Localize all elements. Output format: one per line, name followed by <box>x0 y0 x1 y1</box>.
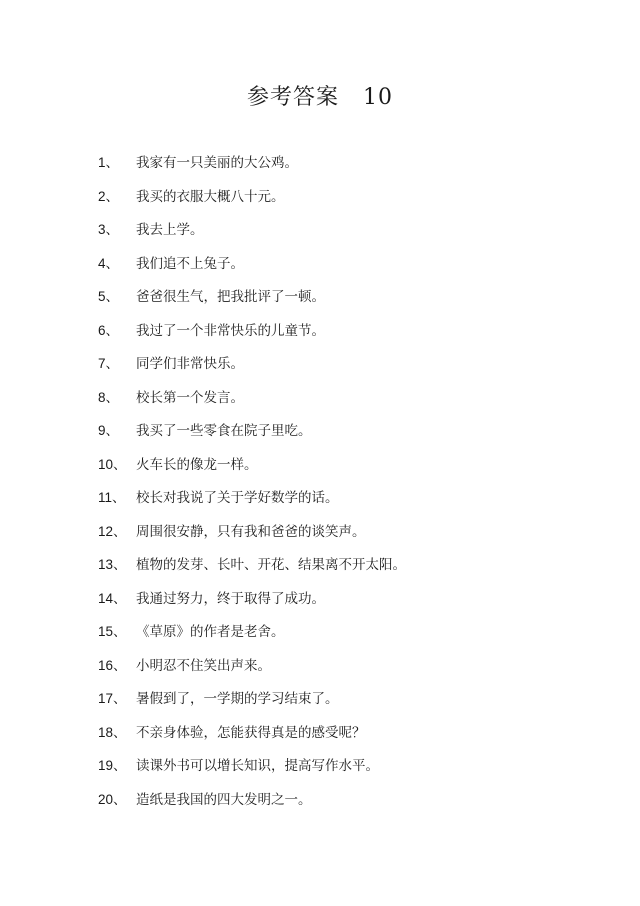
answer-text: 我买了一些零食在院子里吃。 <box>136 423 312 439</box>
list-item <box>0 418 640 452</box>
answer-text: 同学们非常快乐。 <box>136 356 244 372</box>
list-item <box>0 720 640 754</box>
answer-number: 17、 <box>98 691 127 706</box>
answer-number: 5、 <box>98 289 120 304</box>
list-item <box>0 217 640 251</box>
answer-text: 小明忍不住笑出声来。 <box>136 657 271 674</box>
list-item <box>0 452 640 486</box>
list-item <box>0 619 640 653</box>
list-item <box>0 284 640 318</box>
answer-text: 《草原》的作者是老舍。 <box>136 624 285 640</box>
answer-number: 10、 <box>98 456 127 472</box>
list-item <box>0 686 640 720</box>
answer-text: 读课外书可以增长知识，提高写作水平。 <box>136 758 379 774</box>
answer-text: 暑假到了，一学期的学习结束了。 <box>136 691 339 707</box>
list-item <box>0 519 640 553</box>
list-item <box>0 318 640 352</box>
list-item <box>0 552 640 586</box>
answer-number: 14、 <box>98 590 127 606</box>
answer-number: 19、 <box>98 758 127 773</box>
answer-number: 6、 <box>98 322 120 338</box>
answer-text: 我买的衣服大概八十元。 <box>136 188 285 205</box>
answer-list <box>0 150 640 820</box>
list-item <box>0 150 640 184</box>
answer-text: 我家有一只美丽的大公鸡。 <box>136 155 298 171</box>
answer-text: 我们追不上兔子。 <box>136 255 244 272</box>
answer-number: 18、 <box>98 724 127 740</box>
answer-text: 不亲身体验，怎能获得真是的感受呢？ <box>136 724 366 741</box>
answer-number: 4、 <box>98 255 120 271</box>
list-item <box>0 485 640 519</box>
answer-text: 我通过努力，终于取得了成功。 <box>136 590 325 607</box>
answer-text: 火车长的像龙一样。 <box>136 456 258 473</box>
answer-text: 校长对我说了关于学好数学的话。 <box>136 490 339 506</box>
answer-number: 16、 <box>98 657 127 673</box>
answer-text: 爸爸很生气，把我批评了一顿。 <box>136 289 325 305</box>
list-item <box>0 753 640 787</box>
answer-number: 15、 <box>98 624 127 639</box>
answer-number: 3、 <box>98 222 120 237</box>
list-item <box>0 251 640 285</box>
answer-number: 13、 <box>98 557 127 572</box>
answer-number: 12、 <box>98 523 127 539</box>
answer-number: 11、 <box>98 490 126 505</box>
answer-text: 植物的发芽、长叶、开花、结果离不开太阳。 <box>136 557 406 573</box>
list-item <box>0 385 640 419</box>
answer-text: 我过了一个非常快乐的儿童节。 <box>136 322 325 339</box>
list-item <box>0 351 640 385</box>
list-item <box>0 787 640 821</box>
list-item <box>0 653 640 687</box>
list-item <box>0 184 640 218</box>
answer-text: 我去上学。 <box>136 222 204 238</box>
answer-number: 9、 <box>98 423 120 438</box>
page-title: 参考答案 10 <box>247 85 393 110</box>
answer-text: 周围很安静，只有我和爸爸的谈笑声。 <box>136 523 366 540</box>
answer-number: 2、 <box>98 188 120 204</box>
answer-text: 校长第一个发言。 <box>136 389 244 406</box>
answer-number: 7、 <box>98 356 120 371</box>
list-item <box>0 586 640 620</box>
answer-number: 20、 <box>98 791 127 807</box>
answer-text: 造纸是我国的四大发明之一。 <box>136 791 312 808</box>
answer-number: 8、 <box>98 389 120 405</box>
answer-number: 1、 <box>98 155 120 170</box>
